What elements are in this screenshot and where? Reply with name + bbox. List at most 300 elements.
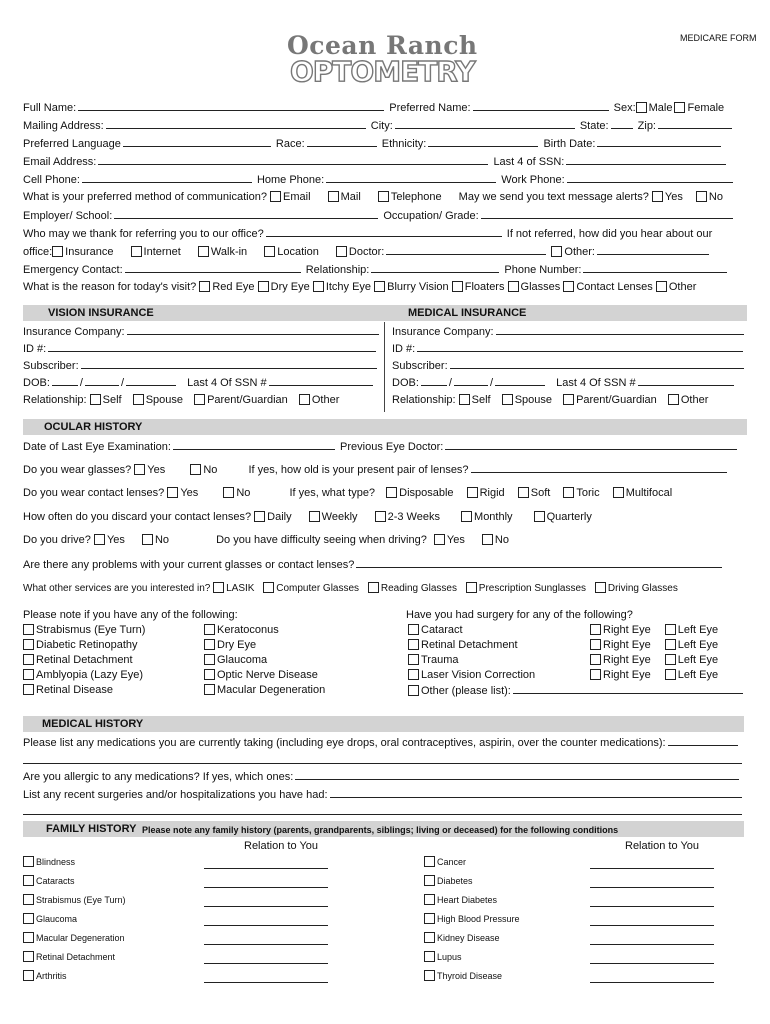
rigid-checkbox[interactable] [467,487,478,498]
family-condition-checkbox[interactable] [424,894,435,905]
family-history-title: FAMILY HISTORY [46,823,137,835]
computer-glasses-checkbox[interactable] [263,582,274,593]
problems-label: Are there any problems with your current glasses or contact lenses? [23,559,355,571]
drive-label: Do you drive? [23,534,91,546]
office-insurance-checkbox[interactable] [52,246,63,257]
comm-email-checkbox[interactable] [270,191,281,202]
condition-checkbox[interactable] [204,624,215,635]
services-label: What other services are you interested in? [23,583,211,594]
surgery-label: Retinal Detachment [421,639,518,651]
right-eye-checkbox[interactable] [590,639,601,650]
family-condition-label: Cancer [437,857,467,867]
office-other-label: Other: [564,246,595,258]
family-condition-checkbox[interactable] [23,951,34,962]
right-eye-checkbox[interactable] [590,624,601,635]
family-relation-field[interactable] [204,943,328,945]
family-relation-field[interactable] [590,867,714,869]
medical-self-label: Self [471,394,491,406]
medical-insurance-title: MEDICAL INSURANCE [408,307,527,319]
vision-dob-month[interactable] [52,375,78,386]
family-relation-field[interactable] [590,905,714,907]
reading-glasses-checkbox[interactable] [368,582,379,593]
office-doctor-field[interactable] [386,244,546,255]
wear-contacts-no-checkbox[interactable] [223,487,234,498]
home-phone-label: Home Phone: [256,174,325,186]
condition-row [204,653,267,667]
family-condition-row [23,932,125,944]
condition-checkbox[interactable] [23,669,34,680]
row-last-exam [23,439,739,454]
soft-checkbox[interactable] [518,487,529,498]
contact-type-label: If yes, what type? [289,487,376,499]
dry-eye-checkbox[interactable] [258,281,269,292]
medical-dob-day[interactable] [454,375,488,386]
medical-id-label: ID #: [392,343,416,355]
condition-label: Keratoconus [217,624,279,636]
condition-label: Dry Eye [217,639,257,651]
family-condition-checkbox[interactable] [424,970,435,981]
medical-dob-label: DOB: [392,377,419,389]
vision-dob-day[interactable] [85,375,119,386]
office-internet-checkbox[interactable] [131,246,142,257]
occupation-label: Occupation/ Grade: [383,210,479,222]
relation-header-left: Relation to You [244,840,319,852]
right-eye-label: Right Eye [603,639,651,651]
family-relation-field[interactable] [204,924,328,926]
surgery-row [408,638,518,652]
birth-date-label: Birth Date: [543,138,596,150]
family-condition-row [23,894,126,906]
family-condition-label: Glaucoma [36,914,78,924]
right-eye-label: Right Eye [603,654,651,666]
vision-company-row [23,324,381,339]
blurry-vision-label: Blurry Vision [387,281,449,293]
recent-surgeries-field[interactable] [330,787,742,798]
family-condition-label: High Blood Pressure [437,914,520,924]
daily-label: Daily [267,511,292,523]
family-condition-checkbox[interactable] [23,875,34,886]
recent-surgeries-field-line2[interactable] [23,813,742,815]
family-condition-checkbox[interactable] [424,875,435,886]
vision-last4-label: Last 4 Of SSN # [187,377,267,389]
condition-label: Strabismus (Eye Turn) [36,624,146,636]
vision-subscriber-field[interactable] [81,358,377,369]
mailing-address-label: Mailing Address: [23,120,104,132]
wear-contacts-yes-label: Yes [180,487,199,499]
weekly-label: Weekly [321,511,358,523]
vision-relationship-row [23,393,339,407]
surgery-row [408,683,745,698]
visit-reason-label: What is the reason for today's visit? [23,281,197,293]
right-eye-checkbox[interactable] [590,669,601,680]
condition-label: Glaucoma [217,654,268,666]
disposable-checkbox[interactable] [386,487,397,498]
state-field[interactable] [611,118,633,129]
family-condition-row [424,875,473,887]
family-condition-row [23,913,77,925]
night-driving-yes-checkbox[interactable] [434,534,445,545]
zip-field[interactable] [658,118,732,129]
medical-spouse-checkbox[interactable] [502,394,513,405]
family-relation-field[interactable] [590,981,714,983]
two-three-weeks-checkbox[interactable] [375,511,386,522]
emergency-relationship-field[interactable] [371,262,499,273]
row-glasses [23,462,729,477]
logo-top-text: Ocean Ranch [287,31,478,60]
family-relation-field[interactable] [204,905,328,907]
surgery-checkbox[interactable] [408,669,419,680]
eye-select-row [590,638,718,652]
surgery-row [408,623,463,637]
preferred-language-label: Preferred Language [23,138,121,150]
surgery-checkbox[interactable] [408,685,419,696]
vision-parent-checkbox[interactable] [194,394,205,405]
family-relation-field[interactable] [204,981,328,983]
family-relation-field[interactable] [204,886,328,888]
glasses-age-field[interactable] [471,462,727,473]
floaters-checkbox[interactable] [452,281,463,292]
row-discard [23,510,592,524]
night-driving-label: Do you have difficulty seeing when driving? [216,534,427,546]
left-eye-checkbox[interactable] [665,624,676,635]
condition-label: Retinal Detachment [36,654,133,666]
family-condition-checkbox[interactable] [23,970,34,981]
daily-checkbox[interactable] [254,511,265,522]
condition-row [23,638,138,652]
family-condition-checkbox[interactable] [23,856,34,867]
medical-dob-year[interactable] [495,375,545,386]
emergency-contact-field[interactable] [125,262,301,273]
family-condition-checkbox[interactable] [23,894,34,905]
vision-id-field[interactable] [48,341,376,352]
ethnicity-field[interactable] [428,136,538,147]
logo-bottom-text: OPTOMETRY [289,55,475,88]
condition-checkbox[interactable] [23,639,34,650]
female-checkbox[interactable] [674,102,685,113]
eye-select-row [590,653,718,667]
home-phone-field[interactable] [326,172,496,183]
family-condition-label: Retinal Detachment [36,952,116,962]
family-condition-row [424,951,462,963]
last-exam-field[interactable] [173,439,335,450]
preferred-language-field[interactable] [123,136,271,147]
row-contacts [23,486,672,500]
lasik-checkbox[interactable] [213,582,224,593]
employer-label: Employer/ School: [23,210,113,222]
toric-checkbox[interactable] [563,487,574,498]
condition-label: Diabetic Retinopathy [36,639,138,651]
wear-glasses-no-checkbox[interactable] [190,464,201,475]
family-condition-checkbox[interactable] [23,932,34,943]
family-relation-field[interactable] [204,867,328,869]
multifocal-checkbox[interactable] [613,487,624,498]
office-doctor-checkbox[interactable] [336,246,347,257]
blurry-vision-checkbox[interactable] [374,281,385,292]
surgery-row [408,668,535,682]
quarterly-checkbox[interactable] [534,511,545,522]
work-phone-label: Work Phone: [501,174,565,186]
city-label: City: [370,120,393,132]
birth-date-field[interactable] [597,136,721,147]
condition-row [23,683,113,697]
comm-method-label: What is your preferred method of communication? [23,191,267,203]
glasses-age-label: If yes, how old is your present pair of lenses? [248,464,469,476]
referral-label: Who may we thank for referring you to our office? [23,228,264,240]
cell-phone-label: Cell Phone: [23,174,80,186]
comm-mail-checkbox[interactable] [328,191,339,202]
weekly-checkbox[interactable] [309,511,320,522]
email-address-label: Email Address: [23,156,97,168]
condition-checkbox[interactable] [23,624,34,635]
family-relation-field[interactable] [590,943,714,945]
condition-row [204,638,256,652]
drive-no-label: No [154,534,170,546]
comm-mail-label: Mail [340,191,361,203]
medical-subscriber-field[interactable] [450,358,744,369]
insurance-divider [384,322,385,412]
office-internet-label: Internet [143,246,181,258]
left-eye-checkbox[interactable] [665,669,676,680]
two-three-weeks-label: 2-3 Weeks [387,511,440,523]
vision-id-label: ID #: [23,343,47,355]
not-referred-label: If not referred, how did you hear about our [506,228,713,240]
medical-company-field[interactable] [496,324,744,335]
conditions-heading: Please note if you have any of the following: [23,609,238,621]
red-eye-label: Red Eye [212,281,255,293]
surgery-label: Trauma [421,654,459,666]
family-relation-field[interactable] [204,962,328,964]
condition-label: Amblyopia (Lazy Eye) [36,669,143,681]
medical-relationship-label: Relationship: [392,394,456,406]
emergency-relationship-label: Relationship: [305,264,370,276]
city-field[interactable] [395,118,575,129]
family-relation-field[interactable] [590,886,714,888]
medications-field-line2[interactable] [23,762,742,764]
work-phone-field[interactable] [567,172,733,183]
condition-checkbox[interactable] [204,654,215,665]
form-type-label: MEDICARE FORM [680,33,757,43]
medical-other-label: Other [680,394,709,406]
vision-parent-label: Parent/Guardian [207,394,288,406]
surgery-other-field[interactable] [513,683,743,694]
vision-spouse-label: Spouse [145,394,183,406]
wear-glasses-no-label: No [203,464,218,476]
left-eye-checkbox[interactable] [665,654,676,665]
eye-select-row [590,623,718,637]
family-condition-checkbox[interactable] [424,951,435,962]
condition-checkbox[interactable] [204,684,215,695]
occupation-field[interactable] [481,208,733,219]
drive-no-checkbox[interactable] [142,534,153,545]
family-condition-row [424,856,466,868]
row-allergies [23,769,741,784]
wear-glasses-label: Do you wear glasses? [23,464,132,476]
medical-spouse-label: Spouse [514,394,552,406]
vision-dob-year[interactable] [126,375,176,386]
night-driving-yes-label: Yes [446,534,465,546]
sex-label: Sex: [613,102,636,114]
monthly-checkbox[interactable] [461,511,472,522]
text-alerts-no-checkbox[interactable] [696,191,707,202]
row-referral [23,226,712,241]
row-phones [23,172,735,187]
family-condition-checkbox[interactable] [23,913,34,924]
employer-field[interactable] [114,208,378,219]
driving-glasses-checkbox[interactable] [595,582,606,593]
vision-self-checkbox[interactable] [90,394,101,405]
surgery-checkbox[interactable] [408,654,419,665]
wear-glasses-yes-checkbox[interactable] [134,464,145,475]
medical-self-checkbox[interactable] [459,394,470,405]
problems-field[interactable] [356,557,722,568]
discard-label: How often do you discard your contact lenses? [23,511,252,523]
lasik-label: LASIK [226,583,255,594]
ocular-history-title: OCULAR HISTORY [44,421,143,433]
office-other-checkbox[interactable] [551,246,562,257]
surgery-checkbox[interactable] [408,639,419,650]
comm-telephone-checkbox[interactable] [378,191,389,202]
surgery-heading: Have you had surgery for any of the following? [406,609,633,621]
multifocal-label: Multifocal [625,487,673,499]
family-condition-label: Blindness [36,857,76,867]
family-condition-label: Lupus [437,952,462,962]
medical-history-title: MEDICAL HISTORY [42,718,144,730]
condition-checkbox[interactable] [204,639,215,650]
itchy-eye-checkbox[interactable] [313,281,324,292]
row-visit-reason [23,280,696,294]
night-driving-no-checkbox[interactable] [482,534,493,545]
family-condition-row [424,970,502,982]
male-checkbox[interactable] [636,102,647,113]
race-label: Race: [275,138,305,150]
other-visit-checkbox[interactable] [656,281,667,292]
night-driving-no-label: No [494,534,509,546]
vision-company-field[interactable] [127,324,379,335]
row-name [23,100,724,115]
drive-yes-checkbox[interactable] [94,534,105,545]
family-condition-label: Thyroid Disease [437,971,503,981]
floaters-label: Floaters [464,281,505,293]
zip-label: Zip: [637,120,656,132]
office-walkin-label: Walk-in [210,246,248,258]
vision-id-row [23,341,378,356]
family-condition-label: Strabismus (Eye Turn) [36,895,126,905]
condition-checkbox[interactable] [23,654,34,665]
medical-other-checkbox[interactable] [668,394,679,405]
vision-other-checkbox[interactable] [299,394,310,405]
right-eye-checkbox[interactable] [590,654,601,665]
family-condition-row [23,875,75,887]
condition-label: Retinal Disease [36,684,114,696]
prev-doctor-label: Previous Eye Doctor: [340,441,444,453]
emergency-phone-label: Phone Number: [504,264,582,276]
family-condition-row [424,894,497,906]
family-relation-field[interactable] [590,924,714,926]
office-insurance-label: Insurance [65,246,114,258]
surgery-checkbox[interactable] [408,624,419,635]
vision-dob-label: DOB: [23,377,50,389]
family-condition-checkbox[interactable] [424,913,435,924]
allergies-field[interactable] [295,769,739,780]
contacts-visit-label: Contact Lenses [576,281,653,293]
female-label: Female [687,102,725,114]
office-other-field[interactable] [597,244,709,255]
medications-field[interactable] [668,735,738,746]
row-surgeries [23,787,744,802]
medical-last4-field[interactable] [638,375,734,386]
vision-self-label: Self [102,394,122,406]
row-language [23,136,723,151]
disposable-label: Disposable [399,487,454,499]
referral-field[interactable] [266,226,502,237]
contacts-visit-checkbox[interactable] [563,281,574,292]
dry-eye-label: Dry Eye [270,281,310,293]
left-eye-label: Left Eye [677,624,719,636]
row-office [23,244,711,259]
row-services [23,582,678,596]
family-condition-checkbox[interactable] [424,932,435,943]
family-condition-label: Kidney Disease [437,933,500,943]
emergency-phone-field[interactable] [583,262,727,273]
vision-last4-field[interactable] [269,375,373,386]
office-location-checkbox[interactable] [264,246,275,257]
row-problems [23,557,724,572]
vision-company-label: Insurance Company: [23,326,125,338]
right-eye-label: Right Eye [603,624,651,636]
vision-subscriber-label: Subscriber: [23,360,79,372]
prev-doctor-field[interactable] [445,439,737,450]
office-location-label: Location [277,246,319,258]
family-relation-field[interactable] [590,962,714,964]
left-eye-checkbox[interactable] [665,639,676,650]
family-condition-checkbox[interactable] [424,856,435,867]
surgery-row [408,653,459,667]
toric-label: Toric [576,487,600,499]
row-drive [23,533,509,547]
text-alerts-yes-checkbox[interactable] [652,191,663,202]
cell-phone-field[interactable] [82,172,252,183]
email-address-field[interactable] [98,154,488,165]
family-condition-label: Macular Degeneration [36,933,125,943]
wear-contacts-no-label: No [236,487,251,499]
medical-parent-checkbox[interactable] [563,394,574,405]
medical-dob-month[interactable] [421,375,447,386]
condition-row [23,653,133,667]
surgery-label: Cataract [421,624,463,636]
mailing-address-field[interactable] [106,118,366,129]
full-name-field[interactable] [78,100,384,111]
preferred-name-field[interactable] [473,100,609,111]
red-eye-checkbox[interactable] [199,281,210,292]
last4-ssn-field[interactable] [566,154,726,165]
family-condition-row [424,932,500,944]
family-condition-row [23,951,115,963]
medical-company-label: Insurance Company: [392,326,494,338]
vision-spouse-checkbox[interactable] [133,394,144,405]
glasses-visit-checkbox[interactable] [508,281,519,292]
wear-contacts-yes-checkbox[interactable] [167,487,178,498]
rx-sunglasses-checkbox[interactable] [466,582,477,593]
family-history-note: Please note any family history (parents, grandparents, siblings; living or deceased) for the following conditions [142,825,619,835]
reading-glasses-label: Reading Glasses [380,583,457,594]
condition-checkbox[interactable] [23,684,34,695]
medical-id-field[interactable] [417,341,743,352]
condition-checkbox[interactable] [204,669,215,680]
office-walkin-checkbox[interactable] [198,246,209,257]
family-condition-row [23,856,75,868]
driving-glasses-label: Driving Glasses [607,583,678,594]
race-field[interactable] [307,136,377,147]
